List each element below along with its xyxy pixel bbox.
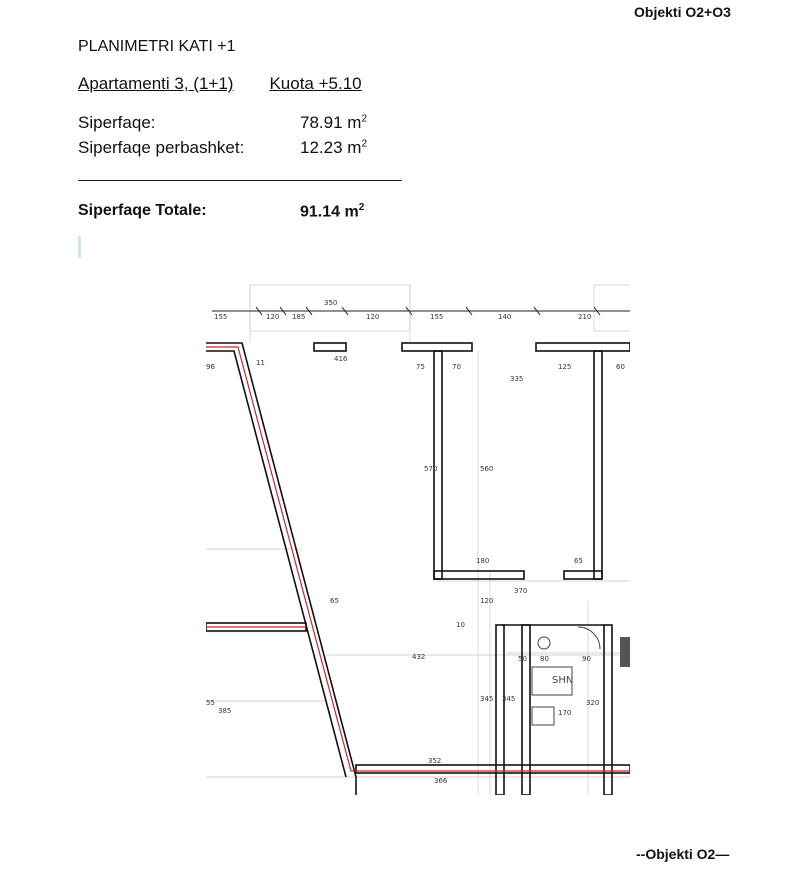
svg-text:185: 185: [292, 313, 306, 321]
svg-text:11: 11: [256, 359, 265, 367]
svg-text:120: 120: [366, 313, 380, 321]
svg-text:90: 90: [582, 655, 591, 663]
svg-text:155: 155: [430, 313, 444, 321]
svg-text:370: 370: [514, 587, 528, 595]
svg-text:70: 70: [452, 363, 461, 371]
svg-text:60: 60: [616, 363, 625, 371]
appliance-mark: [620, 637, 630, 667]
area-label: Siperfaqe:: [78, 113, 156, 132]
svg-text:140: 140: [498, 313, 512, 321]
floor-plan-drawing: [206, 281, 630, 795]
svg-text:96: 96: [206, 363, 215, 371]
area-row: [78, 113, 367, 133]
shared-area-label: Siperfaqe perbashket:: [78, 138, 245, 157]
svg-text:345: 345: [502, 695, 516, 703]
apartment-level: Kuota +5.10: [269, 74, 362, 93]
total-area-value: 91.14 $m^2$: [300, 202, 365, 221]
shared-area-row: [78, 138, 367, 158]
svg-text:80: 80: [540, 655, 549, 663]
text-cursor-marker: [78, 236, 81, 258]
svg-text:320: 320: [586, 699, 600, 707]
svg-text:210: 210: [578, 313, 592, 321]
svg-text:120: 120: [480, 597, 494, 605]
svg-text:352: 352: [428, 757, 442, 765]
separator-line: [78, 180, 402, 181]
svg-text:416: 416: [334, 355, 348, 363]
svg-text:75: 75: [416, 363, 425, 371]
floor-plan: [206, 281, 630, 795]
svg-text:570: 570: [424, 465, 438, 473]
svg-text:55: 55: [206, 699, 215, 707]
svg-text:385: 385: [218, 707, 232, 715]
svg-text:65: 65: [574, 557, 583, 565]
object-label-bottom: --Objekti O2—: [636, 846, 730, 862]
svg-text:10: 10: [456, 621, 465, 629]
svg-text:125: 125: [558, 363, 572, 371]
apartment-name: Apartamenti 3, (1+1): [78, 74, 234, 93]
svg-text:65: 65: [330, 597, 339, 605]
svg-text:180: 180: [476, 557, 490, 565]
object-label-top: Objekti O2+O3: [634, 4, 731, 20]
svg-text:560: 560: [480, 465, 494, 473]
svg-text:366: 366: [434, 777, 448, 785]
room-label: SHN: [552, 675, 574, 686]
svg-text:155: 155: [214, 313, 228, 321]
svg-text:50: 50: [518, 655, 527, 663]
page-title: PLANIMETRI KATI +1: [78, 38, 236, 55]
svg-text:120: 120: [266, 313, 280, 321]
svg-text:345: 345: [480, 695, 494, 703]
apartment-heading: [78, 74, 362, 94]
total-area-label: Siperfaqe Totale:: [78, 202, 207, 219]
shared-area-value: 12.23 $m^2$: [300, 138, 367, 157]
svg-text:335: 335: [510, 375, 524, 383]
total-area-row: [78, 202, 365, 221]
svg-text:432: 432: [412, 653, 426, 661]
svg-text:350: 350: [324, 299, 338, 307]
svg-text:170: 170: [558, 709, 572, 717]
area-value: 78.91 $m^2$: [300, 113, 367, 132]
dimension-labels: [206, 299, 625, 785]
